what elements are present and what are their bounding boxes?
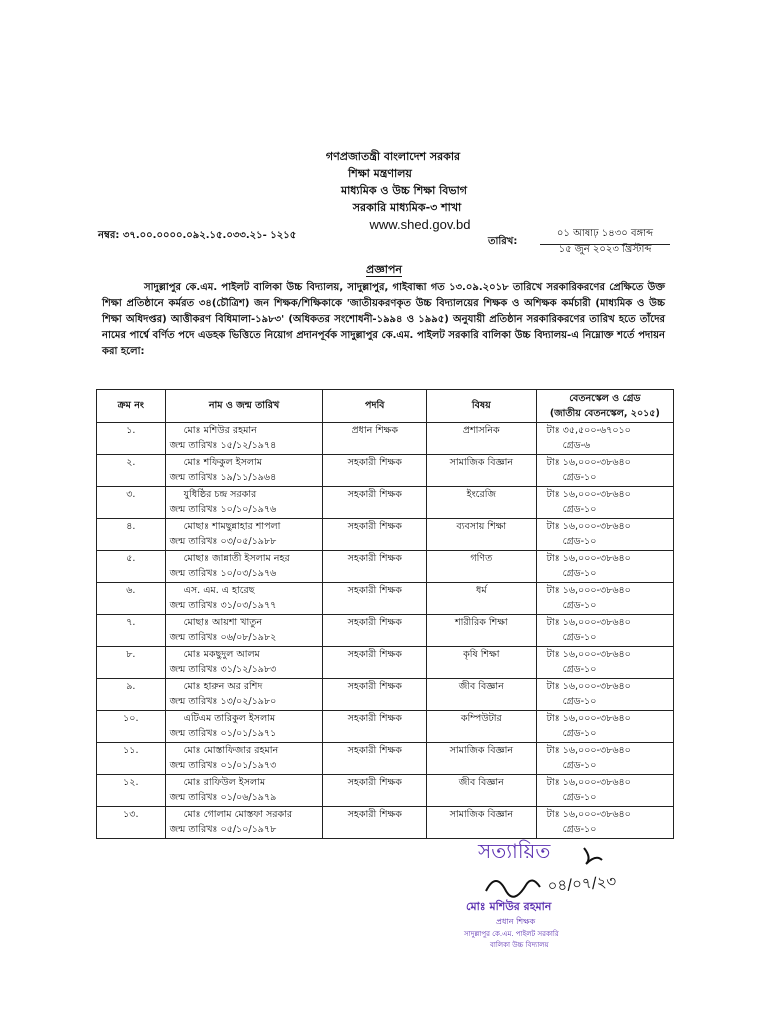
row-name: এস. এম. এ হারেছ bbox=[183, 585, 255, 596]
row-dob: জন্ম তারিখঃ ০১/০১/১৯৭৩ bbox=[169, 760, 277, 771]
row-name-cell bbox=[165, 423, 323, 455]
division-name: মাধ্যমিক ও উচ্চ শিক্ষা বিভাগ bbox=[340, 184, 468, 197]
table-row bbox=[97, 775, 674, 807]
row-grade: গ্রেড-১০ bbox=[562, 600, 597, 611]
row-scale: টাঃ ১৬,০০০-৩৮৬৪০ bbox=[546, 489, 631, 500]
row-sl-text: ৯. bbox=[126, 681, 136, 692]
row-sl bbox=[97, 519, 166, 551]
row-scale: টাঃ ১৬,০০০-৩৮৬৪০ bbox=[546, 585, 631, 596]
row-scale: টাঃ ১৬,০০০-৩৮৬৪০ bbox=[546, 809, 631, 820]
row-sl-text: ১৩. bbox=[123, 809, 139, 820]
letterhead bbox=[0, 148, 768, 233]
row-sl-text: ৩. bbox=[126, 489, 136, 500]
notice-body: সাদুল্লাপুর কে.এম. পাইলট বালিকা উচ্চ বিদ্যালয়, সাদুল্লাপুর, গাইবান্ধা গত ১৩.০৯.২০১৮ তারিখে সরকারিকরণের প্রেক্ষিতে উক্ত শিক্ষা প্রতিষ্ঠানে কর্মরত ৩৪(চৌত্রিশ) জন শিক্ষক/শিক্ষিকাকে 'জাতীয়করণকৃত উচ্চ বিদ্যালয়ের শিক্ষক ও অশিক্ষক কর্মচারী (মাধ্যমিক ও উচ্চ শিক্ষা অধিদপ্তর) আত্তীকরণ বিধিমালা-১৯৮৩' (অধিকতর সংশোধনী-১৯৯৪ ও ১৯৯৫) অনুযায়ী প্রতিষ্ঠান সরকারিকরণের তারিখ হতে তাঁদের নামের পার্শ্বে বর্ণিত পদে এডহক ভিত্তিতে নিয়োগ প্রদানপূর্বক সাদুল্লাপুর কে.এম. পাইলট সরকারি বালিকা উচ্চ বিদ্যালয়-এ নিম্নোক্ত শর্তে পদায়ন করা হলো: bbox=[102, 282, 665, 357]
header-name: নাম ও জন্ম তারিখ bbox=[165, 390, 323, 423]
table-row bbox=[97, 583, 674, 615]
table-row bbox=[97, 711, 674, 743]
row-scale: টাঃ ১৬,০০০-৩৮৬৪০ bbox=[546, 745, 631, 756]
row-post-cell bbox=[323, 775, 427, 807]
signature-seal bbox=[456, 836, 686, 986]
row-subject: শারীরিক শিক্ষা bbox=[454, 617, 508, 628]
row-pay-cell bbox=[536, 743, 673, 775]
notice-title-text: প্রজ্ঞাপন bbox=[366, 263, 402, 276]
row-subject-cell bbox=[426, 519, 536, 551]
row-pay-cell bbox=[536, 583, 673, 615]
seal-name: মোঃ মশিউর রহমান bbox=[466, 900, 552, 913]
row-subject: ধর্ম bbox=[476, 585, 487, 596]
row-name-cell bbox=[165, 487, 323, 519]
row-sl bbox=[97, 711, 166, 743]
row-scale: টাঃ ১৬,০০০-৩৮৬৪০ bbox=[546, 617, 631, 628]
row-sl-text: ১. bbox=[126, 425, 136, 436]
row-post-cell bbox=[323, 647, 427, 679]
row-name-cell bbox=[165, 647, 323, 679]
row-pay-cell bbox=[536, 807, 673, 839]
row-grade: গ্রেড-৬ bbox=[562, 440, 591, 451]
row-name-cell bbox=[165, 775, 323, 807]
row-sl bbox=[97, 423, 166, 455]
row-pay-cell bbox=[536, 647, 673, 679]
row-post: সহকারী শিক্ষক bbox=[347, 681, 402, 692]
row-post-cell bbox=[323, 487, 427, 519]
row-sl-text: ১২. bbox=[123, 777, 139, 788]
date-bangla: ০১ আষাঢ় ১৪৩০ বঙ্গাব্দ bbox=[540, 226, 670, 245]
row-post-cell bbox=[323, 679, 427, 711]
table-row bbox=[97, 679, 674, 711]
row-sl bbox=[97, 615, 166, 647]
row-name: মোছাঃ আয়শা খাতুন bbox=[183, 617, 263, 628]
row-sl bbox=[97, 679, 166, 711]
row-sl bbox=[97, 455, 166, 487]
row-subject: ব্যবসায় শিক্ষা bbox=[456, 521, 507, 532]
row-dob: জন্ম তারিখঃ ০৩/০৫/১৯৮৮ bbox=[169, 536, 277, 547]
row-sl-text: ৮. bbox=[126, 649, 136, 660]
row-subject: জীব বিজ্ঞান bbox=[458, 777, 504, 788]
row-pay-cell bbox=[536, 551, 673, 583]
row-scale: টাঃ ১৬,০০০-৩৮৬৪০ bbox=[546, 713, 631, 724]
row-dob: জন্ম তারিখঃ ১৯/১১/১৯৬৪ bbox=[169, 472, 277, 483]
row-subject-cell bbox=[426, 615, 536, 647]
row-sl bbox=[97, 807, 166, 839]
row-post-cell bbox=[323, 615, 427, 647]
row-sl bbox=[97, 583, 166, 615]
row-subject-cell bbox=[426, 807, 536, 839]
row-scale: টাঃ ১৬,০০০-৩৮৬৪০ bbox=[546, 649, 631, 660]
website: www.shed.gov.bd bbox=[369, 217, 471, 232]
table-row bbox=[97, 423, 674, 455]
row-sl bbox=[97, 743, 166, 775]
row-sl-text: ১০. bbox=[123, 713, 139, 724]
row-grade: গ্রেড-১০ bbox=[562, 568, 597, 579]
row-scale: টাঃ ১৬,০০০-৩৮৬৪০ bbox=[546, 777, 631, 788]
row-pay-cell bbox=[536, 423, 673, 455]
table-header-row bbox=[97, 390, 674, 423]
row-sl-text: ৪. bbox=[126, 521, 136, 532]
row-post-cell bbox=[323, 743, 427, 775]
row-post: সহকারী শিক্ষক bbox=[347, 585, 402, 596]
row-post-cell bbox=[323, 519, 427, 551]
row-scale: টাঃ ১৬,০০০-৩৮৬৪০ bbox=[546, 457, 631, 468]
row-scale: টাঃ ১৬,০০০-৩৮৬৪০ bbox=[546, 521, 631, 532]
row-name: মোঃ শফিকুল ইসলাম bbox=[183, 457, 262, 468]
row-subject: জীব বিজ্ঞান bbox=[458, 681, 504, 692]
row-scale: টাঃ ৩৫,৫০০-৬৭০১০ bbox=[546, 425, 631, 436]
row-dob: জন্ম তারিখঃ ৩১/০৩/১৯৭৭ bbox=[169, 600, 277, 611]
branch-name: সরকারি মাধ্যমিক-৩ শাখা bbox=[352, 201, 462, 214]
row-pay-cell bbox=[536, 487, 673, 519]
row-sl-text: ১১. bbox=[123, 745, 139, 756]
row-subject-cell bbox=[426, 583, 536, 615]
row-dob: জন্ম তারিখঃ ১০/০৩/১৯৭৬ bbox=[169, 568, 277, 579]
table-row bbox=[97, 615, 674, 647]
row-name: মোঃ মোস্তাফিজার রহমান bbox=[183, 745, 279, 756]
row-grade: গ্রেড-১০ bbox=[562, 728, 597, 739]
seal-school-line2: বালিকা উচ্চ বিদ্যালয় bbox=[490, 941, 549, 949]
row-name-cell bbox=[165, 615, 323, 647]
row-grade: গ্রেড-১০ bbox=[562, 824, 597, 835]
row-name: মোছাঃ শামছুন্নাহার শাপলা bbox=[183, 521, 281, 532]
row-name: মোঃ মকছুদুল আলম bbox=[183, 649, 260, 660]
govt-name: গণপ্রজাতন্ত্রী বাংলাদেশ সরকার bbox=[325, 150, 461, 163]
row-subject-cell bbox=[426, 487, 536, 519]
row-grade: গ্রেড-১০ bbox=[562, 792, 597, 803]
row-name: মোঃ গোলাম মোস্তফা সরকার bbox=[183, 809, 293, 820]
row-post: সহকারী শিক্ষক bbox=[347, 713, 402, 724]
row-grade: গ্রেড-১০ bbox=[562, 696, 597, 707]
date-label: তারিখ: bbox=[488, 236, 518, 247]
header-subject: বিষয় bbox=[426, 390, 536, 423]
table-row bbox=[97, 487, 674, 519]
row-post-cell bbox=[323, 711, 427, 743]
row-post: প্রধান শিক্ষক bbox=[351, 425, 398, 436]
row-sl bbox=[97, 775, 166, 807]
table-body bbox=[97, 423, 674, 839]
row-dob: জন্ম তারিখঃ ১৩/০২/১৯৮০ bbox=[169, 696, 277, 707]
row-subject-cell bbox=[426, 455, 536, 487]
row-sl bbox=[97, 487, 166, 519]
ministry-name: শিক্ষা মন্ত্রণালয় bbox=[348, 167, 412, 180]
row-name-cell bbox=[165, 519, 323, 551]
table-row bbox=[97, 551, 674, 583]
row-name-cell bbox=[165, 743, 323, 775]
table-row bbox=[97, 519, 674, 551]
row-post: সহকারী শিক্ষক bbox=[347, 521, 402, 532]
row-subject-cell bbox=[426, 551, 536, 583]
row-subject-cell bbox=[426, 423, 536, 455]
row-name-cell bbox=[165, 583, 323, 615]
row-dob: জন্ম তারিখঃ ১০/১০/১৯৭৬ bbox=[169, 504, 277, 515]
row-grade: গ্রেড-১০ bbox=[562, 760, 597, 771]
row-post-cell bbox=[323, 807, 427, 839]
row-scale: টাঃ ১৬,০০০-৩৮৬৪০ bbox=[546, 553, 631, 564]
row-grade: গ্রেড-১০ bbox=[562, 536, 597, 547]
table-row bbox=[97, 647, 674, 679]
row-sl bbox=[97, 647, 166, 679]
row-name: মোছাঃ জান্নাতী ইসলাম নহর bbox=[183, 553, 290, 564]
memo-number: নম্বর: ৩৭.০০.০০০০.০৯২.১৫.০৩৩.২১- ১২১৫ bbox=[98, 230, 297, 241]
row-post-cell bbox=[323, 423, 427, 455]
row-subject-cell bbox=[426, 775, 536, 807]
row-post: সহকারী শিক্ষক bbox=[347, 745, 402, 756]
header-sl: ক্রম নং bbox=[97, 390, 166, 423]
row-post: সহকারী শিক্ষক bbox=[347, 457, 402, 468]
table-row bbox=[97, 807, 674, 839]
row-post-cell bbox=[323, 455, 427, 487]
row-name-cell bbox=[165, 679, 323, 711]
signature-date: ০৪/০৭/২৩ bbox=[547, 872, 617, 895]
notice-title bbox=[0, 261, 768, 280]
row-pay-cell bbox=[536, 679, 673, 711]
row-name-cell bbox=[165, 711, 323, 743]
row-grade: গ্রেড-১০ bbox=[562, 504, 597, 515]
seal-designation: প্রধান শিক্ষক bbox=[496, 917, 536, 926]
row-post-cell bbox=[323, 551, 427, 583]
row-pay-cell bbox=[536, 519, 673, 551]
row-post: সহকারী শিক্ষক bbox=[347, 777, 402, 788]
row-name: মোঃ মশিউর রহমান bbox=[183, 425, 257, 436]
row-name-cell bbox=[165, 455, 323, 487]
row-post: সহকারী শিক্ষক bbox=[347, 809, 402, 820]
row-post-cell bbox=[323, 583, 427, 615]
initial-scribble bbox=[584, 848, 602, 864]
header-post: পদবি bbox=[323, 390, 427, 423]
row-subject: সামাজিক বিজ্ঞান bbox=[449, 457, 514, 468]
row-subject: কম্পিউটার bbox=[460, 713, 502, 724]
seal-school-line1: সাদুল্লাপুর কে.এম. পাইলট সরকারি bbox=[464, 930, 559, 938]
row-name: যুধিষ্ঠির চন্দ্র সরকার bbox=[183, 489, 257, 500]
date-english: ১৫ জুন ২০২৩ খ্রিস্টাব্দ bbox=[558, 244, 652, 255]
row-subject: ইংরেজি bbox=[466, 489, 496, 500]
row-pay-cell bbox=[536, 775, 673, 807]
row-sl-text: ৭. bbox=[126, 617, 136, 628]
row-subject-cell bbox=[426, 743, 536, 775]
row-sl bbox=[97, 551, 166, 583]
row-dob: জন্ম তারিখঃ ০৬/০৮/১৯৮২ bbox=[169, 632, 277, 643]
row-name-cell bbox=[165, 551, 323, 583]
row-scale: টাঃ ১৬,০০০-৩৮৬৪০ bbox=[546, 681, 631, 692]
row-pay-cell bbox=[536, 455, 673, 487]
row-subject: কৃষি শিক্ষা bbox=[463, 649, 500, 660]
row-dob: জন্ম তারিখঃ ০১/০১/১৯৭১ bbox=[169, 728, 277, 739]
row-subject-cell bbox=[426, 711, 536, 743]
row-subject: প্রশাসনিক bbox=[462, 425, 500, 436]
row-subject: সামাজিক বিজ্ঞান bbox=[449, 809, 514, 820]
table-row bbox=[97, 743, 674, 775]
row-post: সহকারী শিক্ষক bbox=[347, 649, 402, 660]
row-dob: জন্ম তারিখঃ ০৫/১০/১৯৭৮ bbox=[169, 824, 277, 835]
row-name-cell bbox=[165, 807, 323, 839]
row-name: মোঃ হারুন অর রশিদ bbox=[183, 681, 263, 692]
row-subject: গণিত bbox=[470, 553, 493, 564]
row-name: মোঃ রাফিউল ইসলাম bbox=[183, 777, 266, 788]
row-pay-cell bbox=[536, 615, 673, 647]
row-post: সহকারী শিক্ষক bbox=[347, 489, 402, 500]
row-grade: গ্রেড-১০ bbox=[562, 664, 597, 675]
header-pay-line2: (জাতীয় বেতনস্কেল, ২০১৫) bbox=[549, 408, 660, 419]
row-name: এটিএম তারিকুল ইসলাম bbox=[183, 713, 276, 724]
row-grade: গ্রেড-১০ bbox=[562, 472, 597, 483]
attested-mark: সত্যায়িত bbox=[478, 839, 551, 863]
row-pay-cell bbox=[536, 711, 673, 743]
row-dob: জন্ম তারিখঃ ৩১/১২/১৯৮৩ bbox=[169, 664, 277, 675]
row-dob: জন্ম তারিখঃ ০১/০৬/১৯৭৯ bbox=[169, 792, 277, 803]
row-post: সহকারী শিক্ষক bbox=[347, 553, 402, 564]
row-post: সহকারী শিক্ষক bbox=[347, 617, 402, 628]
header-pay-line1: বেতনস্কেল ও গ্রেড bbox=[569, 393, 641, 404]
row-dob: জন্ম তারিখঃ ১৫/১২/১৯৭৪ bbox=[169, 440, 277, 451]
table-row bbox=[97, 455, 674, 487]
row-sl-text: ২. bbox=[126, 457, 136, 468]
row-subject-cell bbox=[426, 679, 536, 711]
row-subject-cell bbox=[426, 647, 536, 679]
row-grade: গ্রেড-১০ bbox=[562, 632, 597, 643]
staff-table bbox=[96, 389, 674, 839]
header-pay bbox=[536, 390, 673, 423]
row-subject: সামাজিক বিজ্ঞান bbox=[449, 745, 514, 756]
signature-scribble bbox=[486, 880, 540, 896]
row-sl-text: ৬. bbox=[126, 585, 136, 596]
row-sl-text: ৫. bbox=[126, 553, 136, 564]
